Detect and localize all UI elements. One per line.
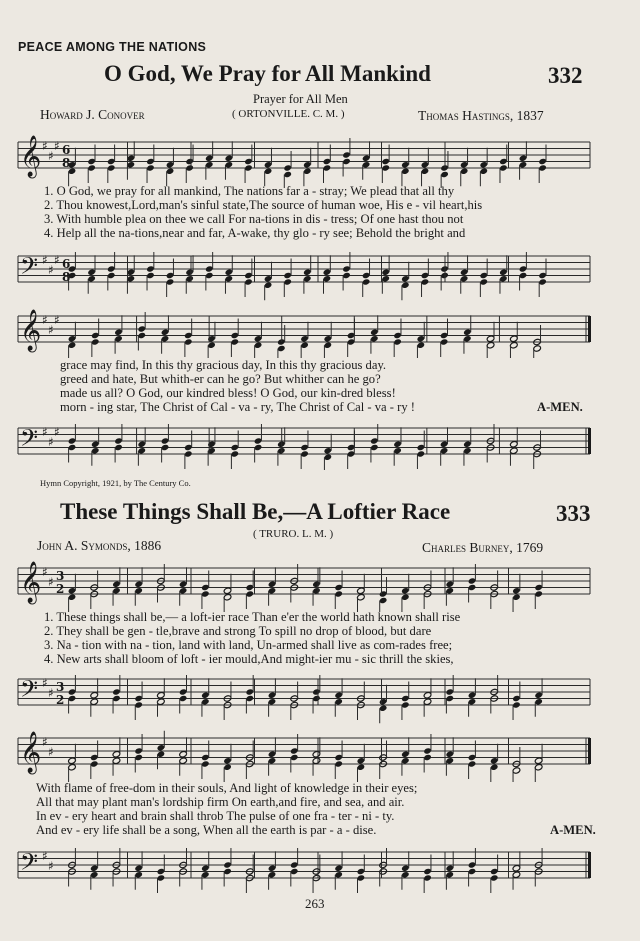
svg-text:𝄞: 𝄞	[20, 136, 42, 177]
hymn-333-composer: Charles Burney, 1769	[422, 540, 544, 555]
svg-text:♯: ♯	[48, 859, 54, 873]
svg-text:8: 8	[62, 270, 71, 284]
hymn-332-bass-staff-1	[14, 240, 604, 302]
section-heading: PEACE AMONG THE NATIONS	[18, 40, 207, 54]
hymn-333-treble-staff-1	[14, 556, 604, 612]
hymn-332-treble-staff-2	[14, 302, 604, 358]
hymn-333-author: John A. Symonds, 1886	[37, 538, 162, 553]
hymn-332-verse-2-line-1: 2. Thou knowest,Lord,man's sinful state,The source of human woe, His e - vil heart,his	[44, 198, 483, 212]
svg-text:2: 2	[56, 582, 65, 596]
svg-text:♯: ♯	[42, 425, 48, 439]
hymn-333-amen: A-MEN.	[550, 823, 596, 837]
page-number: 263	[305, 896, 325, 911]
svg-text:♯: ♯	[54, 253, 60, 267]
svg-text:𝄞: 𝄞	[20, 310, 42, 351]
svg-text:♯: ♯	[42, 253, 48, 267]
hymn-333-title: These Things Shall Be,—A Loftier Race	[60, 499, 451, 524]
svg-text:𝄢: 𝄢	[20, 252, 39, 285]
hymn-332-verse-1-line-1: 1. O God, we pray for all mankind, The nations far a - stray; We plead that all thy	[44, 184, 455, 198]
svg-text:𝄢: 𝄢	[20, 675, 39, 708]
svg-text:♯: ♯	[42, 313, 48, 327]
svg-text:♯: ♯	[48, 575, 54, 589]
svg-text:♯: ♯	[54, 425, 60, 439]
svg-text:2: 2	[56, 693, 65, 707]
hymn-332-verse-2-line-2: greed and hate, But whith-er can he go? But whither can he go?	[60, 372, 381, 386]
hymn-333-number: 333	[556, 501, 591, 526]
hymn-332-copyright: Hymn Copyright, 1921, by The Century Co.	[40, 478, 191, 488]
svg-text:3: 3	[56, 569, 65, 583]
svg-text:♯: ♯	[48, 435, 54, 449]
hymn-332-number: 332	[548, 63, 583, 88]
svg-text:𝄞: 𝄞	[20, 562, 42, 603]
hymn-332-verse-3-line-1: 3. With humble plea on thee we call For na-tions in dis - tress; Of one hast thou not	[44, 212, 464, 226]
svg-text:♯: ♯	[42, 849, 48, 863]
hymn-332-bass-staff-2	[14, 414, 604, 470]
hymn-333-bass-staff-2	[14, 838, 604, 896]
svg-text:♯: ♯	[48, 149, 54, 163]
hymn-333-verse-1-line-1: 1. These things shall be,— a loft-ier race Than e'er the world hath known shall rise	[44, 610, 461, 624]
svg-text:♯: ♯	[48, 263, 54, 277]
svg-text:3: 3	[56, 680, 65, 694]
hymn-333-verse-4-line-2: And ev - ery life shall be a song, When all the earth is par - a - dise.	[36, 823, 377, 837]
hymn-332-tune: ( ORTONVILLE. C. M. )	[232, 108, 345, 120]
svg-text:♯: ♯	[42, 565, 48, 579]
hymn-333-verse-1-line-2: With flame of free-dom in their souls, And light of knowledge in their eyes;	[36, 781, 418, 795]
hymn-332-author: Howard J. Conover	[40, 107, 145, 122]
svg-text:6: 6	[62, 257, 71, 271]
hymn-333-verse-2-line-1: 2. They shall be gen - tle,brave and strong To spill no drop of blood, but dare	[44, 624, 432, 638]
svg-text:8: 8	[62, 156, 71, 170]
hymn-332-verse-3-line-2: made us all? O God, our kindred bless! O God, our kin-dred bless!	[60, 386, 396, 400]
hymn-333-verse-2-line-2: All that may plant man's lordship firm On earth,and fire, and sea, and air.	[36, 795, 405, 809]
hymn-333-verse-3-line-1: 3. Na - tion with na - tion, land with land, Un-armed shall live as com-rades free;	[44, 638, 453, 652]
hymn-332-verse-4-line-1: 4. Help all the na-tions,near and far, A-wake, thy glo - ry see; Behold the bright and	[44, 226, 466, 240]
hymn-333-treble-staff-2	[14, 726, 604, 782]
hymn-332-title: O God, We Pray for All Mankind	[104, 61, 431, 86]
svg-text:♯: ♯	[42, 676, 48, 690]
svg-text:♯: ♯	[48, 323, 54, 337]
svg-text:𝄢: 𝄢	[20, 424, 39, 457]
hymn-332-composer: Thomas Hastings, 1837	[418, 108, 544, 123]
hymn-332-verse-4-line-2: morn - ing star, The Christ of Cal - va - ry, The Christ of Cal - va - ry !	[60, 400, 415, 414]
hymn-333-tune: ( TRURO. L. M. )	[253, 528, 334, 540]
svg-text:𝄞: 𝄞	[20, 732, 42, 773]
svg-text:♯: ♯	[42, 139, 48, 153]
svg-text:♯: ♯	[54, 313, 60, 327]
hymn-332-subtitle: Prayer for All Men	[253, 92, 348, 106]
hymn-332-treble-staff-1	[14, 128, 604, 188]
hymn-333-bass-staff-1	[14, 665, 604, 725]
hymn-332-amen: A-MEN.	[537, 400, 583, 414]
svg-text:♯: ♯	[42, 735, 48, 749]
svg-text:♯: ♯	[48, 745, 54, 759]
hymn-333-verse-4-line-1: 4. New arts shall bloom of loft - ier mould,And might-ier mu - sic thrill the skies,	[44, 652, 454, 666]
svg-text:6: 6	[62, 143, 71, 157]
hymn-332-verse-1-line-2: grace may find, In this thy gracious day, In this thy gracious day.	[60, 358, 387, 372]
svg-text:♯: ♯	[48, 686, 54, 700]
hymn-333-verse-3-line-2: In ev - ery heart and brain shall throb The pulse of one fra - ter - ni - ty.	[36, 809, 395, 823]
svg-text:♯: ♯	[54, 139, 60, 153]
svg-text:𝄢: 𝄢	[20, 848, 39, 881]
